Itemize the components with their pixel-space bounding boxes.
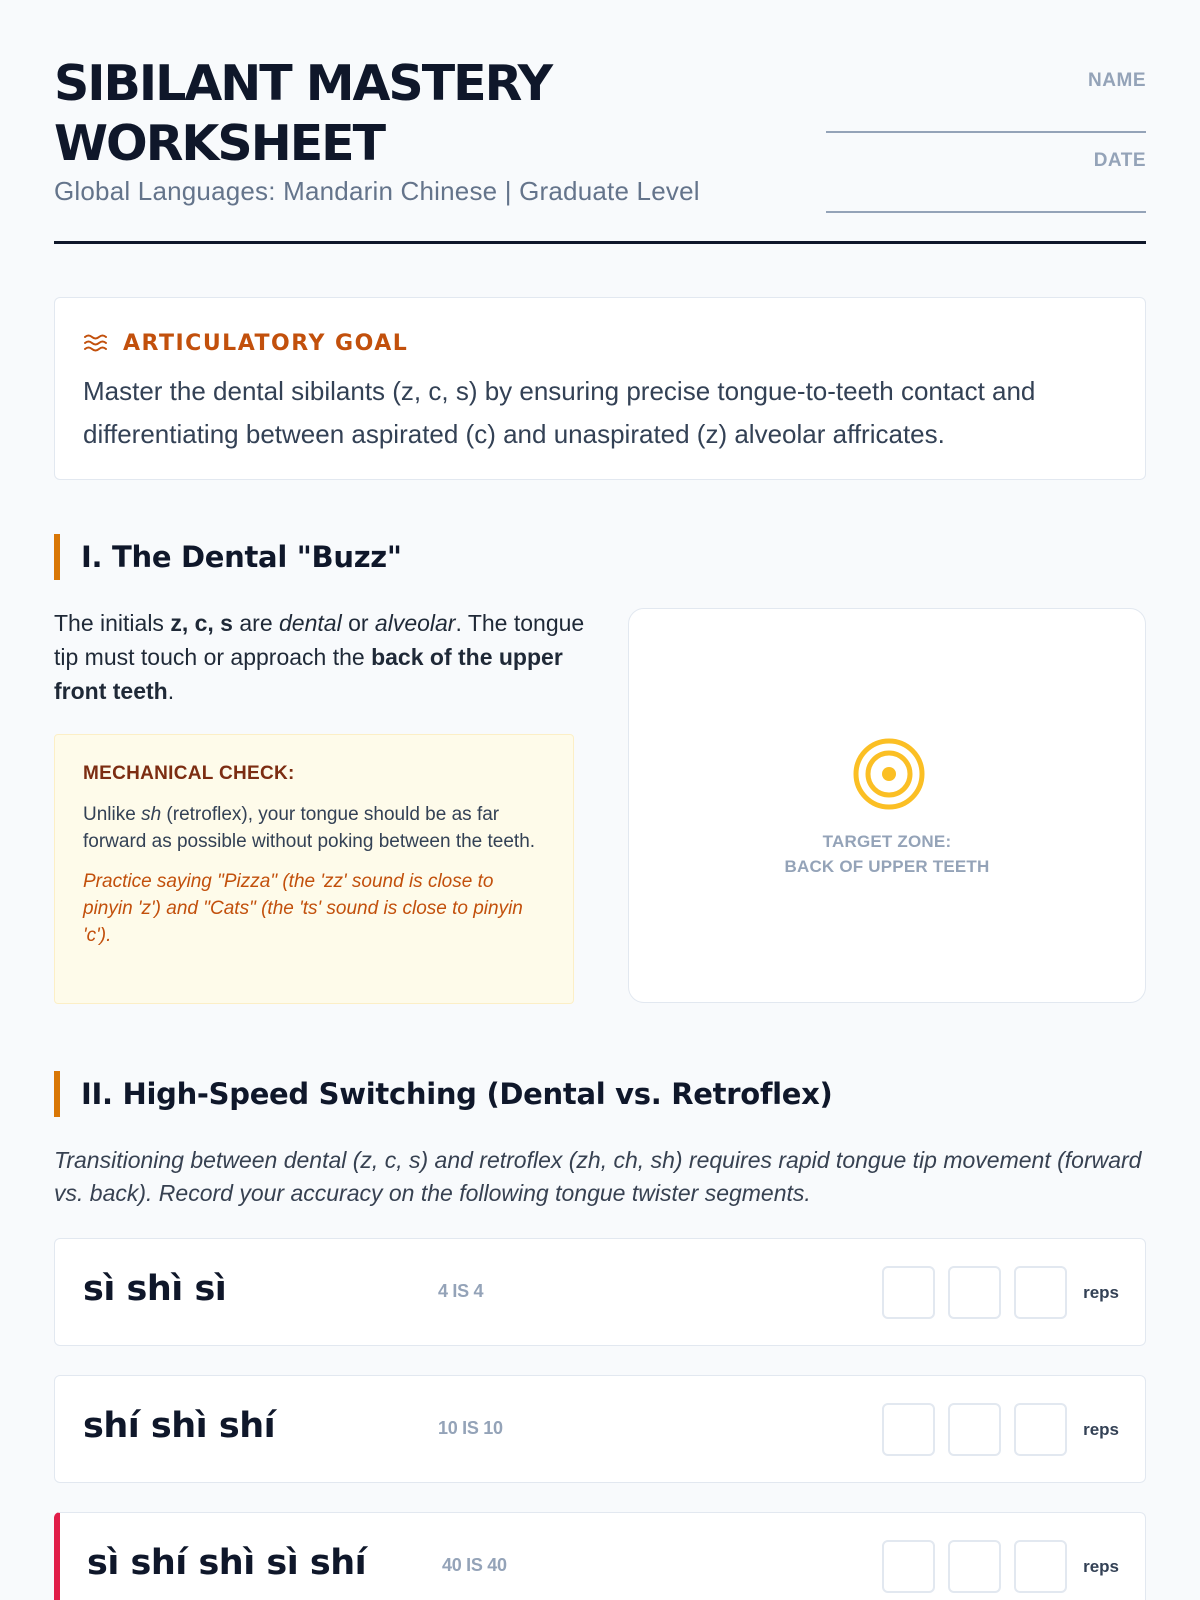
- section-2-description: Transitioning between dental (z, c, s) and retroflex (zh, ch, sh) requires rapid tongue tip movement (forward vs. back). Record your accuracy on the following tongue twister segments.: [54, 1147, 1142, 1206]
- rep-checkbox[interactable]: [1014, 1266, 1067, 1319]
- intro-term-alveolar: alveolar: [374, 610, 456, 636]
- check-body-term: sh: [141, 804, 162, 825]
- title-line-2: WORKSHEET: [54, 115, 385, 172]
- target-zone-card: [628, 608, 1146, 1003]
- target-icon: [852, 737, 926, 811]
- section-2-title: II. High-Speed Switching (Dental vs. Retroflex): [81, 1077, 833, 1111]
- intro-term-dental: dental: [279, 610, 342, 636]
- intro-initials: z, c, s: [170, 610, 233, 636]
- target-zone-label: [629, 829, 1145, 879]
- rep-checkbox[interactable]: [948, 1266, 1001, 1319]
- worksheet-header: [54, 0, 1146, 244]
- drill-row-highlighted: [54, 1512, 1146, 1600]
- goal-title: ARTICULATORY GOAL: [123, 330, 409, 356]
- mechanical-check-body: [83, 801, 545, 855]
- drill-row: [54, 1375, 1146, 1483]
- drill-row: [54, 1238, 1146, 1346]
- name-field[interactable]: [826, 131, 1146, 133]
- date-label: DATE: [1093, 150, 1146, 171]
- rep-checkboxes: [869, 1403, 1067, 1456]
- target-zone-line-2: BACK OF UPPER TEETH: [784, 857, 990, 876]
- drill-pinyin: shí shì shí: [83, 1406, 276, 1446]
- goal-text: Master the dental sibilants (z, c, s) by ensuring precise tongue-to-teeth contact and differentiating between aspirated (c) and unaspirated (z) alveolar affricates.: [83, 376, 1036, 449]
- name-label: NAME: [1088, 70, 1146, 91]
- rep-checkboxes: [869, 1540, 1067, 1593]
- drill-translation: 10 IS 10: [438, 1418, 503, 1438]
- rep-checkbox[interactable]: [1014, 1540, 1067, 1593]
- intro-text: or: [341, 610, 375, 636]
- rep-checkbox[interactable]: [882, 1540, 935, 1593]
- rep-checkboxes: [869, 1266, 1067, 1319]
- date-field[interactable]: [826, 211, 1146, 213]
- intro-target-place: back of the upper front teeth: [54, 644, 563, 704]
- target-zone-line-1: TARGET ZONE:: [822, 832, 952, 851]
- mechanical-check-box: [54, 734, 574, 1004]
- articulatory-goal-box: [54, 297, 1146, 480]
- rep-checkbox[interactable]: [882, 1403, 935, 1456]
- section-1-title: I. The Dental "Buzz": [81, 540, 402, 574]
- section-accent-bar: [54, 534, 60, 580]
- reps-label: reps: [1083, 1420, 1119, 1439]
- intro-text: The initials: [54, 610, 171, 636]
- rep-checkbox[interactable]: [948, 1540, 1001, 1593]
- mechanical-check-title: MECHANICAL CHECK:: [83, 763, 295, 784]
- rep-checkbox[interactable]: [948, 1403, 1001, 1456]
- intro-text: . The tongue tip must touch or approach the: [54, 610, 585, 670]
- section-1-intro: [54, 606, 594, 708]
- intro-text: .: [167, 678, 175, 704]
- goal-heading: [83, 328, 1117, 358]
- waves-icon: [83, 333, 109, 353]
- section-1-heading: [54, 534, 402, 580]
- section-2-heading: [54, 1071, 833, 1117]
- page-subtitle: Global Languages: Mandarin Chinese | Graduate Level: [54, 176, 700, 206]
- drill-translation: 4 IS 4: [438, 1281, 484, 1301]
- check-body-text: (retroflex), your tongue should be as far forward as possible without poking between the teeth.: [83, 804, 536, 852]
- reps-label: reps: [1083, 1283, 1119, 1302]
- section-accent-bar: [54, 1071, 60, 1117]
- check-body-text: Unlike: [83, 804, 142, 825]
- intro-text: are: [232, 610, 280, 636]
- page-title: [54, 54, 614, 174]
- practice-tip: Practice saying "Pizza" (the 'zz' sound is close to pinyin 'z') and "Cats" (the 'ts' sound is close to pinyin 'c').: [83, 871, 523, 946]
- rep-checkbox[interactable]: [882, 1266, 935, 1319]
- drill-translation: 40 IS 40: [442, 1555, 507, 1575]
- drill-pinyin: sì shí shì sì shí: [87, 1543, 367, 1583]
- reps-label: reps: [1083, 1557, 1119, 1576]
- rep-checkbox[interactable]: [1014, 1403, 1067, 1456]
- title-line-1: SIBILANT MASTERY: [54, 55, 552, 112]
- drill-pinyin: sì shì sì: [83, 1269, 227, 1309]
